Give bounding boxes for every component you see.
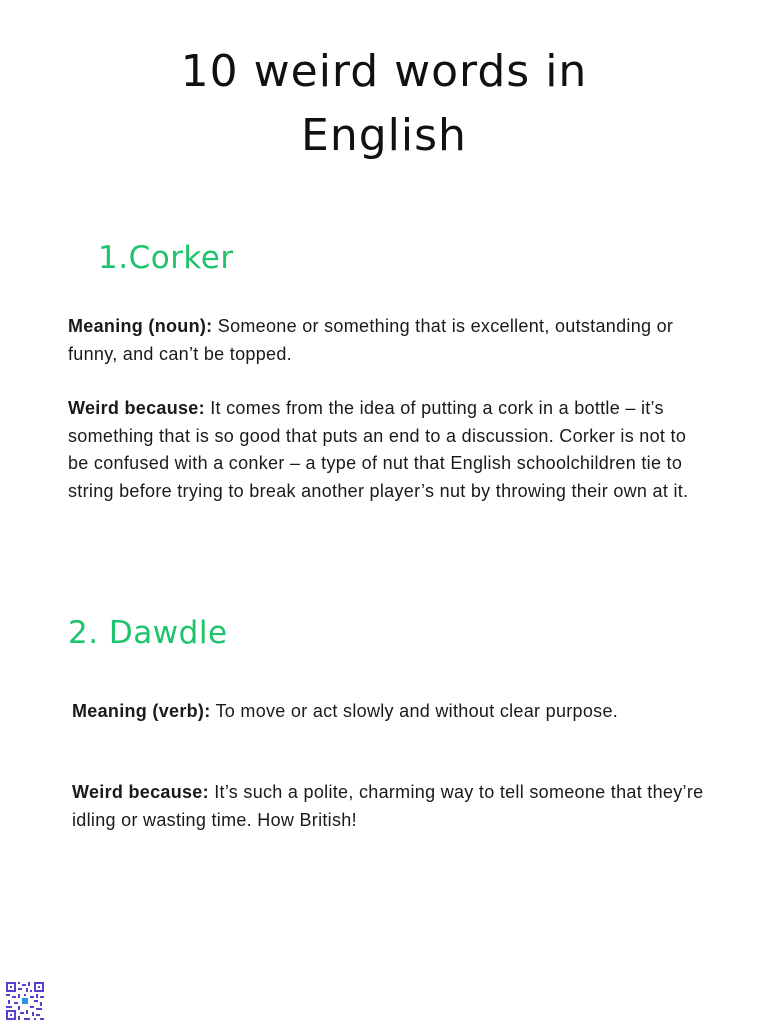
weird-text: It’s such a polite, charming way to tell someone that they’re idling or wasting time. How British! xyxy=(72,782,704,830)
word-heading-corker: 1.Corker xyxy=(98,240,234,276)
weird-text: It comes from the idea of putting a cork in a bottle – it’s something that is so good that puts an end to a discussion. Corker is not to be confused with a conker – a type of nut that English schoolchildren tie to string before trying to break another player’s nut by throwing their own at it. xyxy=(68,398,689,501)
meaning-paragraph-corker xyxy=(68,313,708,368)
page-title-line-1: 10 weird words in xyxy=(180,46,588,97)
page-title-line-2: English xyxy=(301,110,467,161)
weird-paragraph-corker xyxy=(68,395,708,505)
meaning-text: Someone or something that is excellent, outstanding or funny, and can’t be topped. xyxy=(68,316,674,364)
meaning-paragraph-dawdle xyxy=(72,698,712,726)
meaning-text: To move or act slowly and without clear purpose. xyxy=(210,701,619,721)
meaning-label: Meaning (verb): xyxy=(72,701,211,721)
qr-code-icon[interactable] xyxy=(6,982,44,1020)
page-title xyxy=(0,40,768,168)
weird-label: Weird because: xyxy=(68,398,205,418)
weird-paragraph-dawdle xyxy=(72,779,712,834)
meaning-label: Meaning (noun): xyxy=(68,316,213,336)
word-heading-dawdle: 2. Dawdle xyxy=(68,615,228,651)
weird-label: Weird because: xyxy=(72,782,209,802)
